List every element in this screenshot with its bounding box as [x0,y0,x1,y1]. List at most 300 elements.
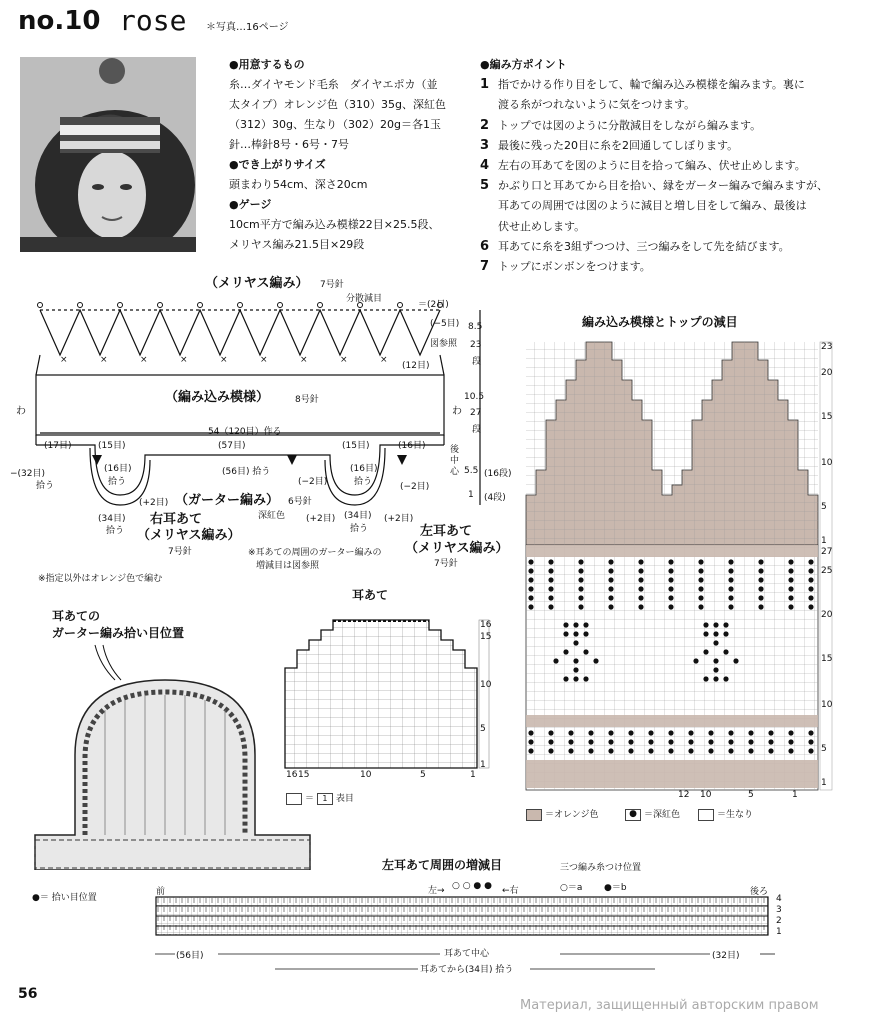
chart-dot [698,577,703,582]
minus-five: (−5目) [430,319,460,329]
chart-dot [708,739,713,744]
point-line: 耳あての周囲では図のように減目と増し目をして編み、最後は [498,199,807,213]
chart-dot [528,559,533,564]
note-1: ※耳あての周囲のガーター編みの [248,548,382,558]
pickup-title-1: 耳あての [52,609,101,623]
chart-dot [748,748,753,753]
braid-title: 三つ編み糸つけ位置 [560,863,642,873]
chart-dot [788,595,793,600]
plus-2c: (+2目) [384,514,414,524]
chart-dot [553,658,558,663]
row-label: 16 [480,620,492,630]
chart-dot [668,577,673,582]
chart-dot [528,730,533,735]
chart-dot [578,595,583,600]
legend-natural: ＝生なり [698,807,753,821]
chart-dot [583,676,588,681]
edge-dimension-lines [150,944,780,974]
row-label: 4 [776,894,782,904]
chart-dot [723,649,728,654]
chart-dot [563,676,568,681]
col-label: 15 [298,770,310,780]
point-line: 耳あてに糸を3組ずつつけ、三つ編みをして先を結びます。 [498,239,790,253]
chart-dot [563,631,568,636]
height-3-rows: (16段) [484,469,512,479]
chart-dot [808,595,813,600]
pickup-label: 拾う [36,481,55,491]
materials-line: 糸…ダイヤモンド毛糸 ダイヤエポカ（並 [229,78,438,91]
chart-dot [688,748,693,753]
size-line: 頭まわり54cm、深さ20cm [229,178,368,191]
row-label: 5 [821,502,827,512]
chart-dot [638,586,643,591]
chart-dot [568,748,573,753]
note-3: ※指定以外はオレンジ色で編む [38,574,163,584]
chart-dot [698,559,703,564]
size-heading: ●でき上がりサイズ [229,158,326,171]
chart-dot [588,739,593,744]
chart-dot [573,640,578,645]
svg-text:×: × [340,355,348,365]
see-figure: 図参照 [430,339,458,349]
chart-dot [758,577,763,582]
chart-dot [788,586,793,591]
right-earflap: 右耳あて [150,512,203,527]
chart-dot [588,748,593,753]
chart-dot [723,631,728,636]
main-needle: 8号針 [295,395,319,405]
chart-dot [713,667,718,672]
svg-text:×: × [60,355,68,365]
chart-dot [648,748,653,753]
minus-2b: (−2目) [400,482,430,492]
pickup-label: 拾う [354,477,373,487]
model-photo [20,57,196,252]
chart-dot [788,730,793,735]
chart-dot [728,604,733,609]
chart-dot [548,739,553,744]
svg-text:×: × [140,355,148,365]
chart-dot [758,586,763,591]
right-count: (32目) [712,951,740,961]
chart-dot [528,739,533,744]
col-label: 1 [470,770,476,780]
point-number: 6 [480,238,490,254]
chart-dot [563,649,568,654]
minus-2a: (−2目) [298,477,328,487]
chart-dot [578,586,583,591]
round-mark-left: わ [16,406,26,417]
chart-dot [668,559,673,564]
points-heading: ●編み方ポイント [480,58,567,71]
row-label: 20 [821,610,833,620]
height-2-rows: 27 [470,408,482,418]
row-label: 1 [821,536,827,546]
chart-dot [548,595,553,600]
chart-dot [748,730,753,735]
chart-dot [588,730,593,735]
materials-heading: ●用意するもの [229,58,305,71]
pickup-title-2: ガーター編み拾い目位置 [52,626,185,640]
pattern-chart-title: 編み込み模様とトップの減目 [582,315,738,329]
legend-orange: ＝オレンジ色 [526,807,599,821]
chart-dot [578,604,583,609]
col-label: 5 [748,790,754,800]
front-label: 前 [156,887,166,897]
row-label: 15 [480,632,492,642]
chart-dot [668,739,673,744]
rows-unit: 段 [472,357,482,367]
chart-dot [768,739,773,744]
chart-dot [758,595,763,600]
chart-dot [528,568,533,573]
plus-2b: (+2目) [139,498,169,508]
height-3: 5.5 [464,466,479,476]
main-pattern-label: （編み込み模様） [165,390,270,405]
garter-needle: 6号針 [288,497,312,507]
chart-dot [788,559,793,564]
chart-dot [728,586,733,591]
chart-dot [583,622,588,627]
b-legend: ●＝b [604,883,627,893]
page-number: 56 [18,986,38,1002]
row-label: 5 [821,744,827,754]
chart-dot [668,604,673,609]
point-number: 5 [480,178,490,194]
right-arrow: ←右 [502,886,519,896]
row-label: 27 [821,547,833,557]
svg-text:×: × [300,355,308,365]
gauge-line: 10cm平方で編み込み模様22目×25.5段、 [229,218,440,231]
chart-dot [548,730,553,735]
col-label: 5 [420,770,426,780]
top-stitches: ＝(2目) [418,300,449,310]
chart-dot [788,739,793,744]
chart-dot [733,658,738,663]
col-label: 16 [286,770,298,780]
pattern-name: rose [119,4,187,37]
chart-dot [723,676,728,681]
chart-dot [628,739,633,744]
right-earflap-stitch: （メリヤス編み） [137,528,241,543]
st34a: (34目) [98,514,126,524]
chart-dot [808,739,813,744]
row-label: 1 [480,760,486,770]
plus-2a: (+2目) [306,514,336,524]
minus-32: −(32目) [10,469,46,479]
chart-dot [608,739,613,744]
chart-dot [548,559,553,564]
st17: (17目) [44,441,72,451]
st15a: (15目) [98,441,126,451]
legend-red: ● ＝深紅色 [625,807,680,821]
decrease-label: 分散減目 [346,294,383,304]
chart-dot [693,658,698,663]
twelve-stitches: (12目) [402,361,430,371]
pickup-label: 拾う [108,477,127,487]
row-label: 1 [821,778,827,788]
row-label: 10 [821,458,833,468]
chart-dot [788,577,793,582]
top-needle: 7号針 [320,280,344,290]
chart-dot [713,640,718,645]
chart-dot [573,631,578,636]
chart-dot [668,748,673,753]
left-earflap-stitch: （メリヤス編み） [405,541,509,556]
chart-dot [608,748,613,753]
point-number: 4 [480,158,490,174]
chart-dot [668,595,673,600]
chart-dot [728,559,733,564]
left-arrow: 左→ [428,886,445,896]
chart-dot [528,604,533,609]
chart-dot [713,631,718,636]
col-label: 12 [678,790,690,800]
point-number: 1 [480,77,490,93]
point-line: 左右の耳あてを図のように目を拾って編み、伏せ止めします。 [498,159,806,173]
point-line: かぶり口と耳あてから目を拾い、縁をガーター編みで編みますが、 [498,179,828,193]
chart-dot [608,586,613,591]
chart-dot [728,739,733,744]
braid-marks: ○ ○ ● ● [452,881,492,891]
chart-dot [698,586,703,591]
height-4: 1 [468,490,474,500]
chart-dot [788,748,793,753]
earflap-legend: ＝ 1 表目 [286,791,354,805]
chart-dot [608,577,613,582]
chart-dot [758,568,763,573]
col-label: 10 [700,790,712,800]
chart-dot [628,730,633,735]
row-label: 25 [821,566,833,576]
chart-dot [788,568,793,573]
chart-dot [698,568,703,573]
chart-dot [808,604,813,609]
chart-dot [548,604,553,609]
knitting-points [480,55,870,277]
chart-dot [808,559,813,564]
pickup-illustration [25,640,325,870]
st56: (56目) 拾う [222,467,271,477]
chart-dot [713,622,718,627]
svg-text:×: × [100,355,108,365]
point-number: 7 [480,259,490,275]
point-line: 渡る糸がつれないように気をつけます。 [498,98,696,112]
materials-line: 太タイプ）オレンジ色（310）35g、深紅色 [229,98,446,111]
point-line: 最後に残った20目に糸を2回通してしぼります。 [498,138,739,152]
back-center: 後中心 [450,445,460,477]
point-line: 伏せ止めします。 [498,219,586,233]
gauge-line: メリヤス編み21.5目×29段 [229,238,365,251]
chart-dot [573,658,578,663]
round-mark-right: わ [452,406,462,417]
height-2: 10.5 [464,392,485,402]
chart-dot [808,577,813,582]
point-line: トップでは図のように分散減目をしながら編みます。 [498,118,762,132]
chart-dot [573,667,578,672]
row-label: 1 [776,927,782,937]
chart-dot [713,658,718,663]
st15b: (15目) [342,441,370,451]
st16c: (16目) [350,464,378,474]
materials-line: （312）30g、生なり（302）20g＝各1玉 [229,118,441,131]
center-label: 耳あて中心 [444,949,490,959]
st16b: (16目) [104,464,132,474]
chart-dot [638,577,643,582]
chart-dot [668,568,673,573]
chart-dot [528,748,533,753]
copyright-watermark: Материал, защищенный авторским правом [520,998,819,1013]
chart-dot [568,739,573,744]
chart-dot [638,559,643,564]
chart-dot [758,559,763,564]
chart-dot [713,676,718,681]
rows-unit: 段 [472,425,482,435]
height-1-rows: 23 [470,340,482,350]
chart-dot [808,730,813,735]
chart-dot [578,577,583,582]
pickup-legend: ●＝ 拾い目位置 [32,893,97,903]
chart-dot [548,748,553,753]
chart-dot [703,676,708,681]
chart-dot [728,568,733,573]
chart-dot [703,631,708,636]
chart-dot [583,649,588,654]
row-label: 3 [776,905,782,915]
chart-dot [608,559,613,564]
chart-dot [628,748,633,753]
row-label: 10 [821,700,833,710]
svg-text:×: × [220,355,228,365]
edge-chart-title: 左耳あて周囲の増減目 [382,858,503,872]
chart-dot [768,730,773,735]
chart-dot [768,748,773,753]
svg-text:×: × [260,355,268,365]
chart-dot [608,595,613,600]
svg-text:×: × [380,355,388,365]
row-label: 15 [821,412,833,422]
a-legend: ○＝a [560,883,583,893]
chart-dot [728,730,733,735]
chart-dot [638,604,643,609]
chart-dot [548,586,553,591]
chart-dot [808,748,813,753]
row-label: 23 [821,342,833,352]
chart-dot [608,730,613,735]
note-2: 増減目は図参照 [256,561,320,571]
chart-dot [708,730,713,735]
gauge-heading: ●ゲージ [229,198,272,211]
chart-dot [608,604,613,609]
chart-dot [548,577,553,582]
left-count: (56目) [176,951,204,961]
chart-dot [528,595,533,600]
left-earflap-needle: 7号針 [434,559,458,569]
height-4-rows: (4段) [484,493,506,503]
chart-dot [698,604,703,609]
chart-dot [728,577,733,582]
earflap-title: 耳あて [352,588,389,602]
svg-text:×: × [180,355,188,365]
pickup-label: 拾う [350,524,369,534]
point-line: 指でかける作り目をして、輪で編み込み模様を編みます。裏に [498,78,805,92]
edge-chart [155,896,770,938]
row-label: 10 [480,680,492,690]
chart-dot [723,622,728,627]
back-label: 後ろ [750,887,769,897]
chart-dot [758,604,763,609]
chart-dot [593,658,598,663]
chart-dot [548,568,553,573]
garter-color: 深紅色 [258,511,286,521]
chart-dot [573,676,578,681]
chart-dot [583,631,588,636]
chart-dot [728,595,733,600]
pattern-number: no.10 [18,6,101,36]
chart-dot [668,586,673,591]
st16a: (16目) [398,441,426,451]
chart-dot [668,730,673,735]
point-number: 2 [480,117,490,133]
pickup-count: 耳あてから(34目) 拾う [420,965,514,975]
chart-dot [698,595,703,600]
chart-dot [688,739,693,744]
chart-dot [573,622,578,627]
chart-dot [528,586,533,591]
garter-label: （ガーター編み） [175,493,280,508]
chart-dot [568,730,573,735]
pattern-chart [524,340,844,800]
row-label: 15 [821,654,833,664]
cast-on: 54（120目）作る [208,427,282,437]
right-earflap-needle: 7号針 [168,547,192,557]
col-label: 10 [360,770,372,780]
chart-dot [648,730,653,735]
chart-dot [528,577,533,582]
chart-dot [608,568,613,573]
chart-dot [638,568,643,573]
chart-dot [638,595,643,600]
chart-dot [808,586,813,591]
row-label: 20 [821,368,833,378]
materials-section [229,55,469,255]
chart-dot [578,559,583,564]
point-number: 3 [480,137,490,153]
st57: (57目) [218,441,246,451]
top-label: （メリヤス編み） [205,276,309,291]
chart-dot [728,748,733,753]
row-label: 2 [776,916,782,926]
chart-dot [578,568,583,573]
chart-dot [708,748,713,753]
chart-dot [688,730,693,735]
chart-dot [788,604,793,609]
chart-dot [808,568,813,573]
height-1: 8.5 [468,322,483,332]
chart-dot [563,622,568,627]
chart-dot [703,649,708,654]
col-label: 1 [792,790,798,800]
materials-line: 針…棒針8号・6号・7号 [229,138,349,151]
photo-reference: ＊写真…16ページ [206,22,289,33]
pickup-label: 拾う [106,526,125,536]
chart-dot [648,739,653,744]
point-line: トップにボンボンをつけます。 [498,260,651,274]
row-label: 5 [480,724,486,734]
chart-dot [703,622,708,627]
chart-dot [748,739,753,744]
st34b: (34目) [344,511,372,521]
